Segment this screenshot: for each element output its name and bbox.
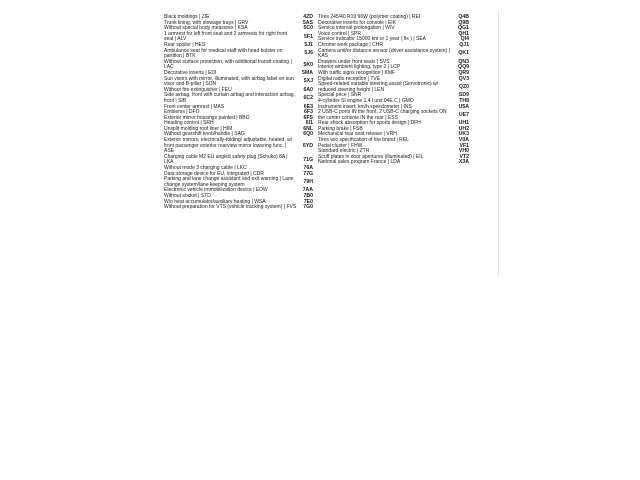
option-description: Without gearshift knob/handle | SAG [164, 131, 245, 138]
option-description: Electronic vehicle immobilization device | EDW [164, 187, 268, 194]
option-description: Service indicator 15000 km or 1 year ( fix ) | SEA [318, 36, 427, 43]
option-code: QK1 [458, 50, 469, 57]
option-description: Decorative inserts | EDI [164, 69, 217, 76]
option-code: 5MA [302, 69, 313, 76]
option-code: 5XJ [303, 78, 313, 85]
option-description: 4-cylinder SI engine 1.4 l unit 04E.C | GMO [318, 97, 414, 104]
option-code: 5J6 [304, 50, 313, 57]
option-code: QN3 [458, 58, 469, 65]
option-description: Pedal cluster | FHW [318, 142, 363, 149]
option-code: VH0 [458, 148, 469, 155]
option-description: Heading control | SRH [164, 120, 214, 127]
option-description: Without preparation for VTS (vehicle tracking system) | FVS [164, 204, 297, 211]
option-code: UH1 [458, 120, 469, 127]
option-description: Speed-related variable steering assist (Servotronic) w/ reduced steering height | LEN [318, 81, 439, 93]
option-code: VF1 [459, 142, 469, 149]
option-code: QZ0 [458, 83, 469, 90]
option-code: 71G [303, 156, 313, 163]
option-description: Sun visors with mirror, illuminated, with airbag label on sun visor and B-pillar | SON [164, 75, 294, 88]
option-code: QR9 [458, 69, 469, 76]
option-description: Black moldings | ZIE [164, 14, 210, 20]
option-description: Scuff plates in door apertures (illuminated) | EIL [318, 153, 424, 160]
option-description: With traffic signs recognition | KMF [318, 69, 396, 76]
option-description: Data storage device for EU, integrated | CDR [164, 170, 264, 177]
option-description: Parking brake | FSB [318, 125, 363, 132]
option-description: Without special body measures | KSA [164, 25, 248, 32]
option-code: 5AS [302, 19, 313, 26]
option-description: Camera and/or distance sensor (driver assistance system) | KAS [318, 47, 450, 60]
option-code: QH1 [458, 30, 469, 37]
option-row [164, 93, 313, 104]
option-description: Exterior mirrors, electrically-folding/ adjustable, heated, w/ front passenger exterior rearview mirror lowering func. | ASE [164, 137, 293, 155]
option-description: Without mode 3 charging cable | LKC [164, 165, 247, 172]
option-description: Decorative inserts for console | EIK [318, 19, 396, 26]
option-description: Side airbag, front with curtain airbag and interaction airbag, front | SIB [164, 92, 295, 104]
option-code: 6YD [302, 142, 313, 149]
option-description: Emblems | DFO [164, 109, 200, 116]
option-code: 5J1 [304, 41, 313, 48]
option-code: 5F1 [304, 33, 313, 40]
option-code: UK3 [458, 131, 469, 138]
option-row [318, 160, 469, 166]
option-description: Rear shock absorption for sports design | DFH [318, 120, 421, 127]
option-code: 6F3 [304, 109, 313, 116]
option-description: Front center armrest | MAS [164, 103, 225, 110]
option-code: 6FS [303, 114, 313, 121]
option-description: Charging cable M2 EU angled safety plug (Schuko) 8A | LKA [164, 153, 288, 166]
options-sheet [154, 10, 499, 276]
option-code: QJ1 [459, 41, 469, 48]
option-description: Without surface protection, with additional transit coating | LAC [164, 58, 292, 71]
option-description: Tires 245/40 R19 96W (polymer coating) | REI [318, 14, 421, 20]
option-code: TH8 [459, 97, 469, 104]
option-description: 2 USB-C ports IN the front, 2 USB-C charging sockets ON the center console IN the rear | ESS [318, 109, 447, 121]
option-description: 1 armrest for left front seat and 2 armrests for right front seat | ALV [164, 30, 288, 43]
option-code: QG1 [458, 25, 469, 32]
option-code: 7G0 [303, 204, 313, 211]
option-code: 5K0 [303, 61, 313, 68]
option-description: Mechanical rear seat release | VRH [318, 131, 397, 138]
option-description: Trunk lining, with stowage trays | GRV [164, 19, 249, 26]
option-code: 5C0 [303, 25, 313, 32]
option-description: Voice control | SPR [318, 30, 361, 37]
option-code: 6A0 [303, 86, 313, 93]
option-code: QI4 [460, 36, 469, 43]
option-description: Digital radio reception | TVE [318, 75, 381, 82]
option-code: 6I1 [305, 120, 313, 127]
option-code: Q4B [458, 14, 469, 20]
option-description: National sales program France | LDA [318, 159, 401, 166]
option-code: 6C2 [303, 95, 313, 102]
option-description: Without fire extinguisher | FEU [164, 86, 232, 93]
option-code: 6NL [303, 125, 313, 132]
option-description: Exterior mirror housings painted | BBO [164, 114, 250, 121]
option-code: QQ9 [458, 64, 469, 71]
option-description: Parking and lane change assistant and exit warning | Lane change system/lane keeping system [164, 176, 294, 188]
option-description: Drawers under front seats | SVS [318, 58, 390, 65]
option-code: U5A [458, 103, 469, 110]
option-code: V0A [458, 137, 469, 144]
option-code: 76A [303, 165, 313, 172]
right-options-column [318, 15, 469, 166]
option-code: VT2 [459, 153, 469, 160]
option-code: UE7 [458, 111, 469, 118]
option-code: X3A [458, 159, 469, 166]
option-description: Without socket | STD [164, 193, 211, 199]
option-code: 4ZD [303, 14, 313, 20]
option-row [164, 205, 313, 211]
option-code: 7E0 [303, 198, 313, 205]
option-description: Unsplit molding roof liner | HIM [164, 125, 233, 132]
option-description: Special price | SNR [318, 92, 362, 99]
option-code: 79H [303, 179, 313, 186]
option-description: Standard electric | ZTR [318, 148, 370, 155]
left-options-column [164, 15, 313, 211]
option-description: W/o heat accumulator/auxiliary heating | WSA [164, 198, 266, 205]
option-code: 7AA [302, 187, 313, 194]
option-code: 77G [303, 170, 313, 177]
option-code: 7B0 [303, 193, 313, 199]
option-code: QV3 [458, 75, 469, 82]
option-description: Tires w/o specification of tire brand | REL [318, 137, 409, 144]
option-description: Instrument insert, km/h speedometer | INS [318, 103, 412, 110]
option-code: UH2 [458, 125, 469, 132]
option-description: Ambulance seat for medical staff with head bolster on partition | BTK [164, 47, 283, 60]
option-description: Rear spoiler | HES [164, 41, 206, 48]
option-code: 6E3 [303, 103, 313, 110]
option-code: Q9B [458, 19, 469, 26]
option-description: Interior ambient lighting, type 2 | LCP [318, 64, 401, 71]
option-code: SD9 [458, 92, 469, 99]
option-description: Chrome work package | CHR [318, 41, 383, 48]
option-row [164, 138, 313, 155]
option-code: 6Q0 [303, 131, 313, 138]
option-description: Service interval prolongation | WIV [318, 25, 395, 32]
